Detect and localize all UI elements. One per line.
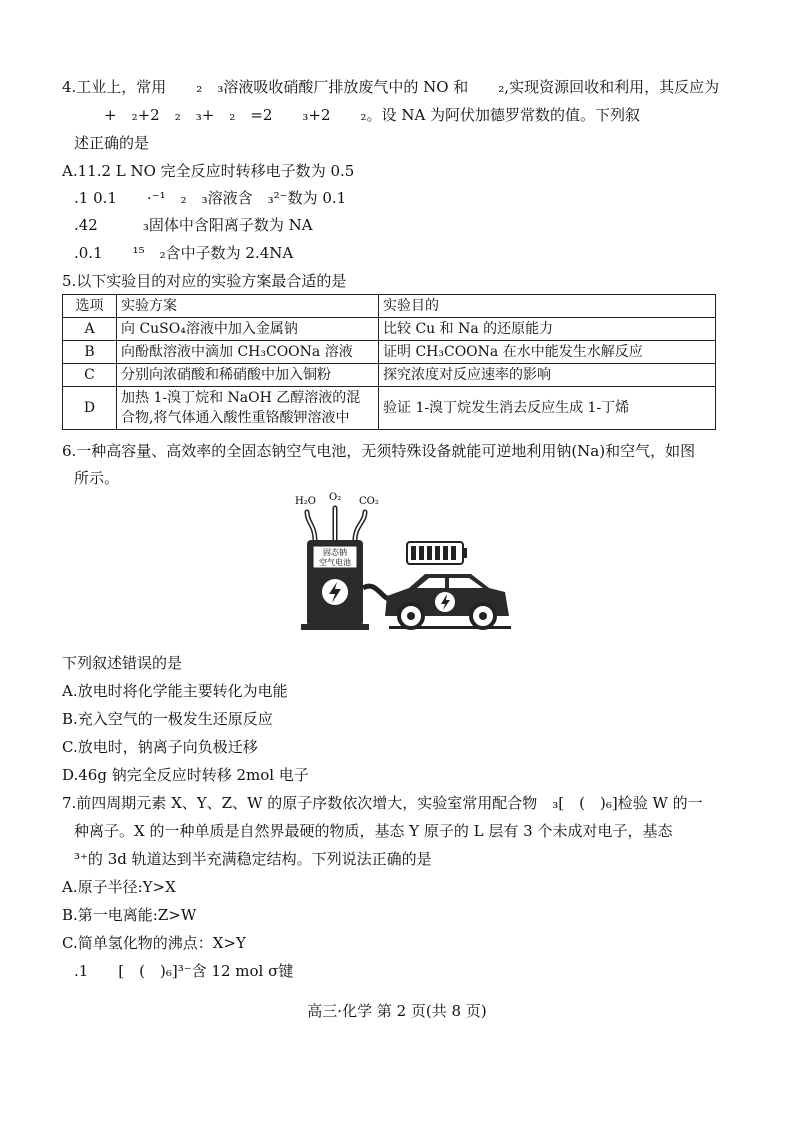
table-row xyxy=(63,387,716,430)
q6-option-d: D.46g 钠完全反应时转移 2mol 电子 xyxy=(62,766,309,784)
q6-option-b: B.充入空气的一极发生还原反应 xyxy=(62,710,273,728)
gas-label-h2o: H₂O xyxy=(295,496,316,507)
q4-option-c: .42 ₃固体中含阳离子数为 NA xyxy=(74,216,313,234)
row-goal: 探究浓度对反应速率的影响 xyxy=(379,364,716,387)
q4-stem-line2: + ₂+2 ₂ ₃+ ₂ =2 ₃+2 ₂。设 NA 为阿伏加德罗常数的值。下列叙 xyxy=(74,106,641,124)
q6-stem-line2: 所示。 xyxy=(74,469,120,487)
row-goal: 证明 CH₃COONa 在水中能发生水解反应 xyxy=(379,341,716,364)
row-plan: 向酚酞溶液中滴加 CH₃COONa 溶液 xyxy=(117,341,379,364)
header-plan: 实验方案 xyxy=(117,295,379,318)
q5-stem: 5.以下实验目的对应的实验方案最合适的是 xyxy=(62,272,347,290)
table-row xyxy=(63,341,716,364)
row-plan: 向 CuSO₄溶液中加入金属钠 xyxy=(117,318,379,341)
table-row xyxy=(63,364,716,387)
q4-option-a: A.11.2 L NO 完全反应时转移电子数为 0.5 xyxy=(62,162,355,180)
table-header-row xyxy=(63,295,716,318)
q6-option-a: A.放电时将化学能主要转化为电能 xyxy=(62,682,288,700)
page-footer: 高三·化学 第 2 页(共 8 页) xyxy=(307,1002,487,1020)
q4-option-d: .0.1 ¹⁵ ₂含中子数为 2.4NA xyxy=(74,244,294,262)
battery-level-icon xyxy=(407,542,467,564)
sodium-air-battery-illustration xyxy=(285,488,515,638)
q5-options-table xyxy=(62,294,716,430)
row-plan: 加热 1-溴丁烷和 NaOH 乙醇溶液的混合物,将气体通入酸性重铬酸钾溶液中 xyxy=(117,387,379,430)
row-goal: 比较 Cu 和 Na 的还原能力 xyxy=(379,318,716,341)
q4-option-b: .1 0.1 ·⁻¹ ₂ ₃溶液含 ₃²⁻数为 0.1 xyxy=(74,189,347,207)
row-option: C xyxy=(63,364,117,387)
q4-stem-line3: 述正确的是 xyxy=(74,134,150,152)
q7-option-d: .1 [ ( )₆]³⁻含 12 mol σ键 xyxy=(74,962,294,980)
row-plan: 分别向浓硝酸和稀硝酸中加入铜粉 xyxy=(117,364,379,387)
header-option: 选项 xyxy=(63,295,117,318)
q7-option-c: C.简单氢化物的沸点：X>Y xyxy=(62,934,246,952)
q7-stem-line1: 7.前四周期元素 X、Y、Z、W 的原子序数依次增大，实验室常用配合物 ₃[ ( )₆]检验 W 的一 xyxy=(62,794,703,812)
q4-stem-line1: 4.工业上，常用 ₂ ₃溶液吸收硝酸厂排放废气中的 NO 和 ₂,实现资源回收和利用，其反应为 xyxy=(62,78,720,96)
q7-stem-line2: 种离子。X 的一种单质是自然界最硬的物质，基态 Y 原子的 L 层有 3 个未成对电子，基态 xyxy=(74,822,673,840)
station-sign-line2: 空气电池 xyxy=(319,558,351,567)
gas-label-o2: O₂ xyxy=(329,492,342,503)
gas-label-co2-text: CO₂ xyxy=(359,496,379,507)
row-option: B xyxy=(63,341,117,364)
battery-figure xyxy=(285,488,515,642)
row-option: D xyxy=(63,387,117,430)
q7-option-a: A.原子半径:Y>X xyxy=(62,878,176,896)
electric-car xyxy=(385,574,511,629)
table-row xyxy=(63,318,716,341)
station-sign-line1: 固态钠 xyxy=(323,548,347,557)
row-option: A xyxy=(63,318,117,341)
q6-option-c: C.放电时，钠离子向负极迁移 xyxy=(62,738,258,756)
row-goal: 验证 1-溴丁烷发生消去反应生成 1-丁烯 xyxy=(379,387,716,430)
q7-option-b: B.第一电离能:Z>W xyxy=(62,906,197,924)
q6-stem-line1: 6.一种高容量、高效率的全固态钠空气电池，无须特殊设备就能可逆地利用钠(Na)和空气，如图 xyxy=(62,442,696,460)
q7-stem-line3: ³⁺的 3d 轨道达到半充满稳定结构。下列说法正确的是 xyxy=(74,850,432,868)
q6-prompt: 下列叙述错误的是 xyxy=(62,654,183,672)
header-goal: 实验目的 xyxy=(379,295,716,318)
station-base xyxy=(301,624,369,630)
